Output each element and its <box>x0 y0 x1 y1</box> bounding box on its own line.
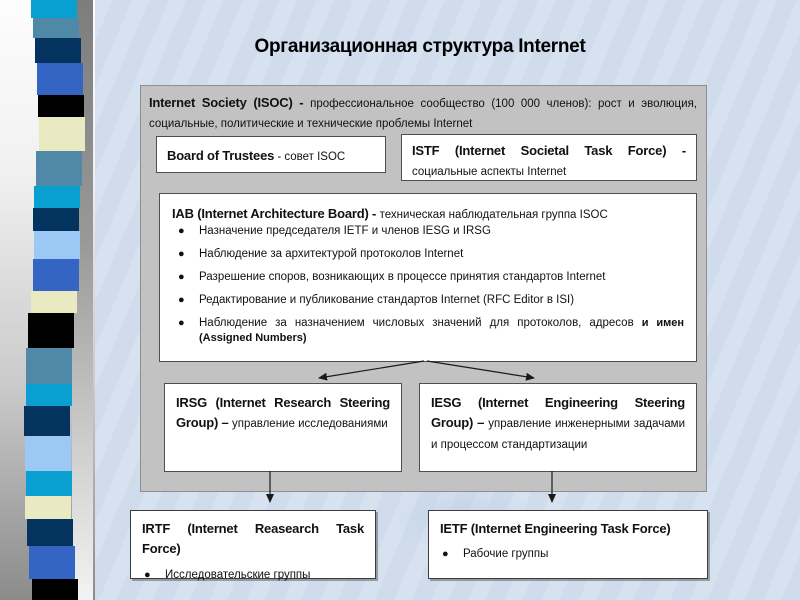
istf-text <box>412 141 686 182</box>
iab-bullet-item <box>172 293 684 307</box>
iab-bullet-text: Назначение председателя IETF и членов IESG и IRSG <box>199 225 491 238</box>
irsg-box <box>164 383 402 472</box>
iesg-heading: IESG (Internet Engineering Steering Group) – <box>431 395 685 431</box>
ribbon-block-sky <box>34 231 80 259</box>
isoc-box <box>149 93 697 134</box>
ribbon-block-sky <box>25 436 71 471</box>
irtf-bullet-list <box>142 568 364 582</box>
irsg-text <box>176 393 390 434</box>
irsg-heading: IRSG (Internet Research Steering Group) – <box>176 395 390 431</box>
ribbon-block-navy <box>27 519 73 546</box>
iab-bullet-text: Редактирование и публикование стандартов Internet (RFC Editor в ISI) <box>199 294 575 307</box>
ietf-heading: IETF (Internet Engineering Task Force) <box>440 521 671 536</box>
ribbon-block-black <box>38 95 84 117</box>
ribbon-block-cream <box>25 496 71 519</box>
iab-bullet-item <box>172 316 684 346</box>
istf-description: социальные аспекты Internet <box>412 166 567 179</box>
iab-text <box>172 204 684 224</box>
bullet-dot: ● <box>144 568 151 581</box>
ribbon-block-cyan <box>26 384 72 406</box>
iesg-description: управление инженерными задачами и процессом стандартизации <box>431 418 685 451</box>
irtf-bullet-item <box>142 568 364 582</box>
ribbon-block-black <box>32 579 78 600</box>
ietf-box <box>428 510 708 579</box>
irtf-bullet-text: Исследовательские группы <box>165 568 311 581</box>
ribbon-block-cyan <box>31 0 77 18</box>
irtf-heading: IRTF (Internet Reasearch Task Force) <box>142 521 364 557</box>
ribbon-block-cream <box>31 291 77 313</box>
ribbon-block-cyan <box>26 471 72 496</box>
iab-heading: IAB (Internet Architecture Board) - <box>172 206 380 221</box>
ietf-bullet-item <box>440 547 696 561</box>
ribbon-block-navy <box>35 38 81 63</box>
ribbon-block-steel <box>26 348 72 384</box>
ribbon-block-steel <box>36 151 82 186</box>
ribbon-block-steel <box>33 18 79 38</box>
irtf-box <box>130 510 376 579</box>
board-heading: Board of Trustees <box>167 148 275 163</box>
bullet-dot: ● <box>442 548 449 561</box>
iab-bullet-text: Наблюдение за архитектурой протоколов Internet <box>199 248 464 261</box>
deco-sidebar <box>0 0 95 600</box>
iab-bullet-text: Разрешение споров, возникающих в процессе принятия стандартов Internet <box>199 271 606 284</box>
ietf-bullet-text: Рабочие группы <box>463 548 549 561</box>
board-description: - совет ISOC <box>274 151 346 163</box>
iab-box <box>159 193 697 362</box>
iesg-box <box>419 383 697 472</box>
isoc-description: профессиональное сообщество (100 000 членов): рост и эволюция, социальные, политические и технические проблемы Internet <box>149 98 697 131</box>
ribbon-block-cyan <box>34 186 80 208</box>
deco-ribbon <box>0 0 95 600</box>
iab-bullet-text <box>199 316 684 346</box>
ribbon-block-blue <box>29 546 75 579</box>
bullet-dot: ● <box>178 248 185 261</box>
ribbon-block-navy <box>24 406 70 436</box>
page-title: Организационная структура Internet <box>254 36 586 57</box>
irsg-description: управление исследованиями <box>231 418 388 431</box>
bullet-dot: ● <box>178 317 185 330</box>
ribbon-block-blue <box>37 63 83 95</box>
ribbon-block-cream <box>39 117 85 151</box>
ribbon-block-navy <box>33 208 79 231</box>
iab-bullet-item <box>172 270 684 284</box>
irtf-text <box>142 519 364 560</box>
ribbon-block-black <box>28 313 74 348</box>
iab-bullet-text-bold: и имен (Assigned Numbers) <box>199 317 684 345</box>
org-structure-panel <box>140 85 707 492</box>
bullet-dot: ● <box>178 271 185 284</box>
iab-bullet-item <box>172 247 684 261</box>
ietf-bullet-list <box>440 547 696 561</box>
istf-heading: ISTF (Internet Societal Task Force) - <box>412 143 686 158</box>
ribbon-block-blue <box>33 259 79 291</box>
iesg-text <box>431 393 685 454</box>
iab-description: техническая наблюдательная группа ISOC <box>379 209 608 221</box>
board-of-trustees-box <box>156 136 386 173</box>
iab-bullet-list <box>172 224 684 346</box>
iab-bullet-text-normal: Наблюдение за назначением числовых значений для протоколов, адресов <box>199 317 642 330</box>
isoc-heading: Internet Society (ISOC) - <box>149 95 311 110</box>
ietf-text <box>440 519 696 539</box>
bullet-dot: ● <box>178 294 185 307</box>
bullet-dot: ● <box>178 225 185 238</box>
board-text <box>167 146 375 166</box>
istf-box <box>401 134 697 181</box>
iab-bullet-item <box>172 224 684 238</box>
